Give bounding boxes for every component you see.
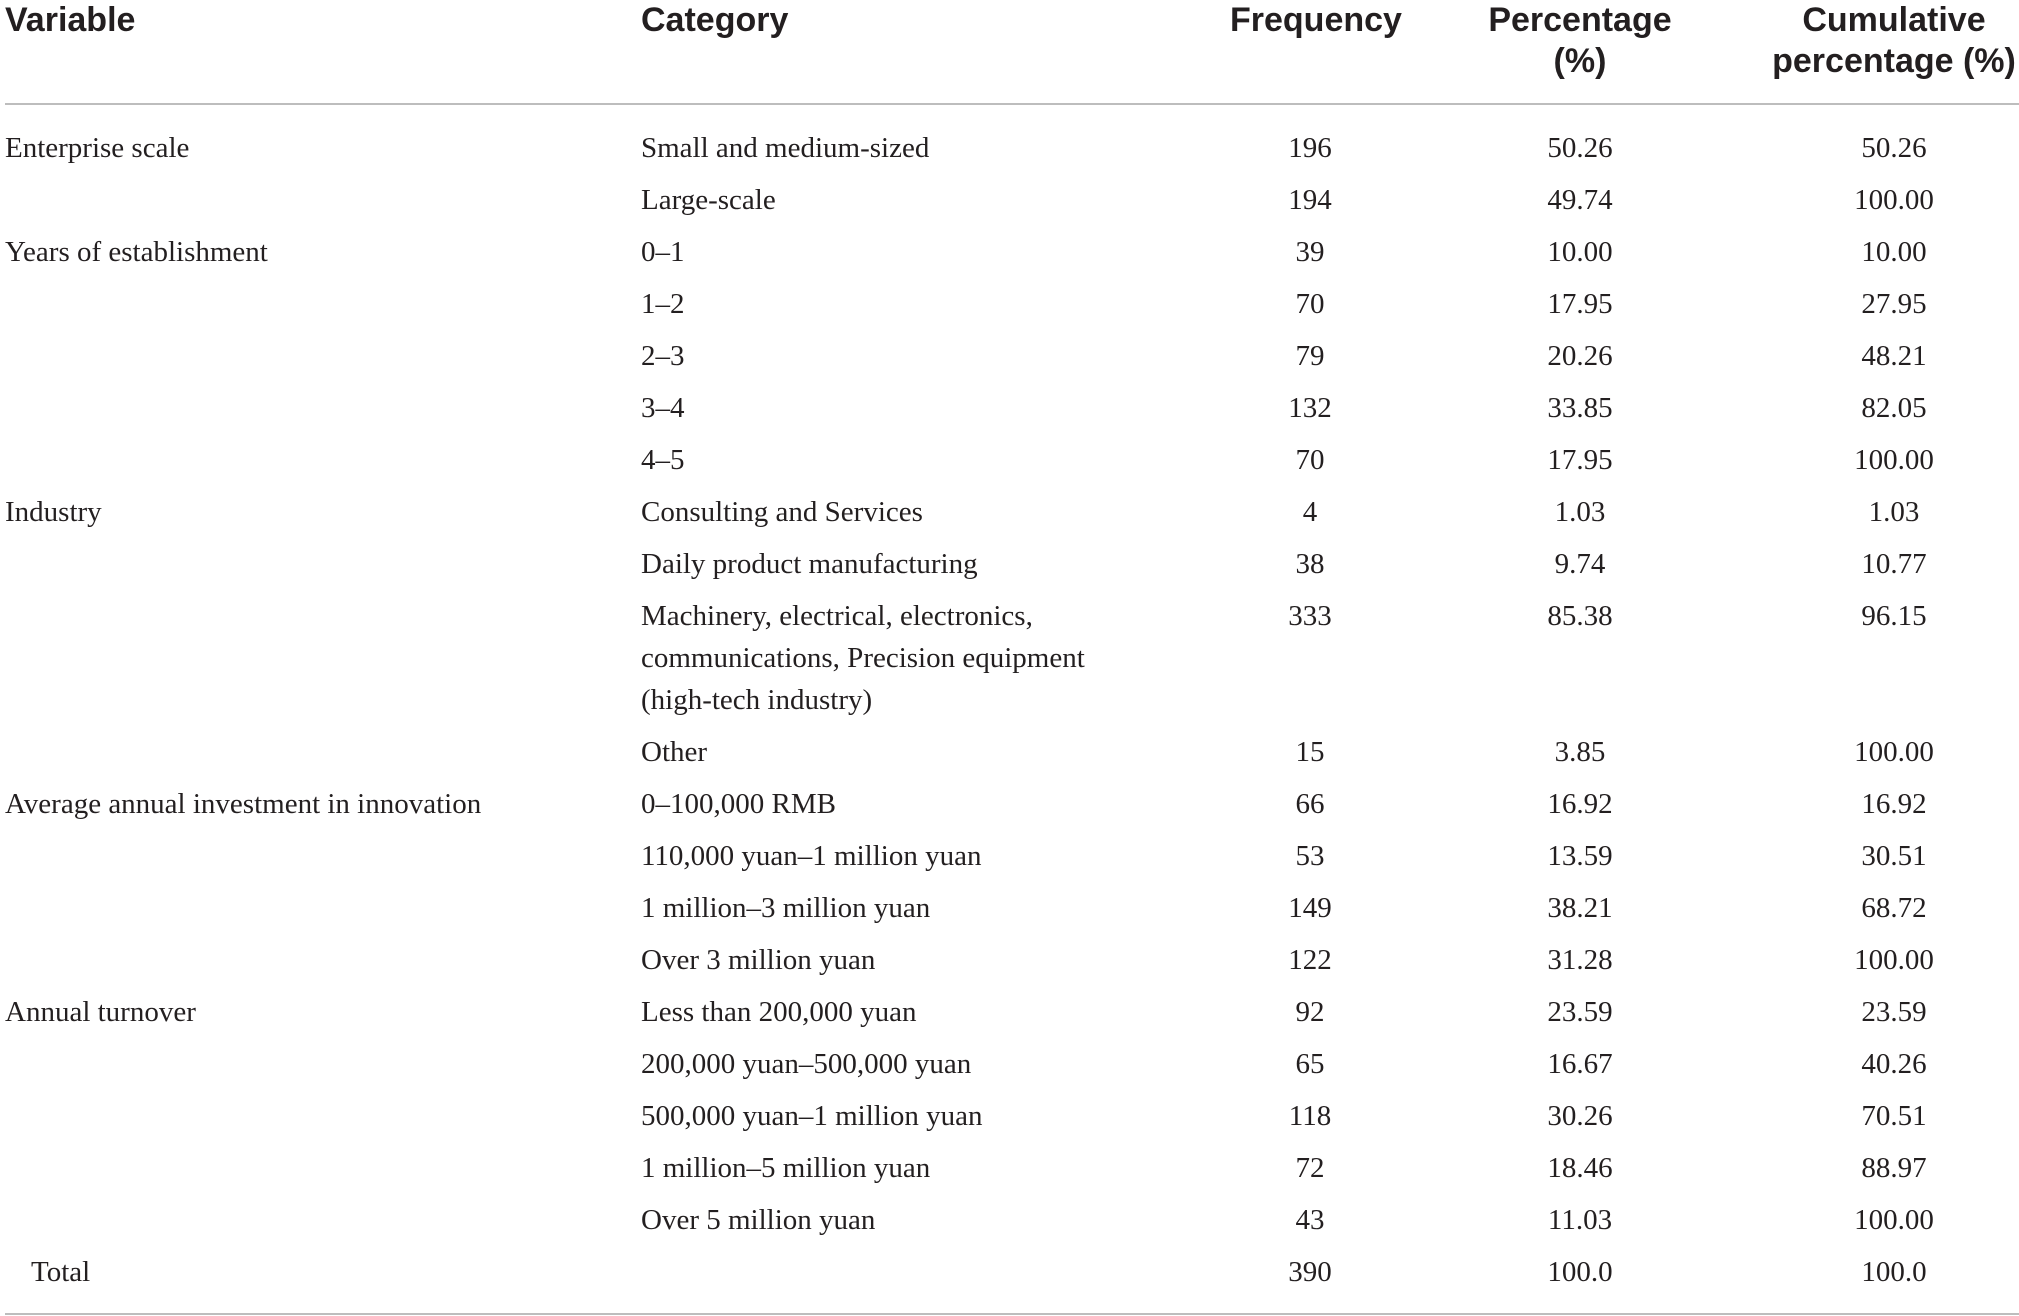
- frequency-cell: 15: [1295, 736, 1325, 768]
- category-cell: 1 million–5 million yuan: [641, 1152, 931, 1184]
- percentage-cell: 3.85: [1554, 736, 1606, 768]
- cumulative-cell: 96.15: [1861, 600, 1927, 632]
- frequency-cell: 390: [1288, 1256, 1332, 1288]
- frequency-cell: 66: [1295, 788, 1325, 820]
- cumulative-cell: 30.51: [1861, 840, 1927, 872]
- frequency-cell: 333: [1288, 600, 1332, 632]
- cumulative-cell: 40.26: [1861, 1048, 1927, 1080]
- bottom-rule: [5, 1313, 2019, 1315]
- percentage-cell: 13.59: [1547, 840, 1613, 872]
- frequency-cell: 118: [1288, 1100, 1332, 1132]
- frequency-cell: 53: [1295, 840, 1325, 872]
- percentage-cell: 20.26: [1547, 340, 1613, 372]
- frequency-cell: 72: [1295, 1152, 1325, 1184]
- frequency-cell: 38: [1295, 548, 1325, 580]
- category-cell: Daily product manufacturing: [641, 548, 978, 580]
- cumulative-cell: 70.51: [1861, 1100, 1927, 1132]
- header-cumulative: [1760, 0, 2019, 82]
- category-cell: Consulting and Services: [641, 496, 923, 528]
- cumulative-cell: 100.00: [1854, 184, 1934, 216]
- frequency-cell: 194: [1288, 184, 1332, 216]
- cumulative-cell: 100.00: [1854, 736, 1934, 768]
- percentage-cell: 100.0: [1547, 1256, 1613, 1288]
- cumulative-cell: 88.97: [1861, 1152, 1927, 1184]
- percentage-cell: 10.00: [1547, 236, 1613, 268]
- percentage-cell: 18.46: [1547, 1152, 1613, 1184]
- percentage-cell: 16.92: [1547, 788, 1613, 820]
- variable-cell: Years of establishment: [5, 236, 268, 268]
- frequency-cell: 196: [1288, 132, 1332, 164]
- category-cell: Large-scale: [641, 184, 776, 216]
- percentage-cell: 50.26: [1547, 132, 1613, 164]
- cumulative-cell: 16.92: [1861, 788, 1927, 820]
- category-cell: Small and medium-sized: [641, 132, 930, 164]
- cumulative-cell: 82.05: [1861, 392, 1927, 424]
- total-label: Total: [31, 1256, 91, 1288]
- frequency-cell: 70: [1295, 444, 1325, 476]
- header-category: Category: [641, 1, 789, 39]
- category-cell: 3–4: [641, 392, 685, 424]
- variable-cell: Annual turnover: [5, 996, 196, 1028]
- category-cell: 1 million–3 million yuan: [641, 892, 931, 924]
- category-cell: Over 3 million yuan: [641, 944, 876, 976]
- frequency-cell: 79: [1295, 340, 1325, 372]
- cumulative-cell: 48.21: [1861, 340, 1927, 372]
- category-cell: (high-tech industry): [641, 684, 873, 716]
- category-cell: 2–3: [641, 340, 685, 372]
- percentage-cell: 30.26: [1547, 1100, 1613, 1132]
- header-variable: Variable: [5, 1, 136, 39]
- frequency-cell: 65: [1295, 1048, 1325, 1080]
- cumulative-cell: 100.00: [1854, 944, 1934, 976]
- cumulative-cell: 23.59: [1861, 996, 1927, 1028]
- percentage-cell: 17.95: [1547, 288, 1613, 320]
- cumulative-cell: 10.00: [1861, 236, 1927, 268]
- cumulative-cell: 100.0: [1861, 1256, 1927, 1288]
- frequency-cell: 132: [1288, 392, 1332, 424]
- variable-cell: Average annual investment in innovation: [5, 788, 482, 820]
- header-rule: [5, 103, 2019, 105]
- header-frequency: Frequency: [1230, 1, 1402, 39]
- category-cell: 110,000 yuan–1 million yuan: [641, 840, 982, 872]
- percentage-cell: 1.03: [1554, 496, 1606, 528]
- frequency-cell: 39: [1295, 236, 1325, 268]
- category-cell: Over 5 million yuan: [641, 1204, 876, 1236]
- percentage-cell: 31.28: [1547, 944, 1613, 976]
- header-percentage-line1: Percentage: [1488, 1, 1672, 39]
- cumulative-cell: 27.95: [1861, 288, 1927, 320]
- cumulative-cell: 10.77: [1861, 548, 1927, 580]
- category-cell: Less than 200,000 yuan: [641, 996, 917, 1028]
- percentage-cell: 23.59: [1547, 996, 1613, 1028]
- cumulative-cell: 100.00: [1854, 444, 1934, 476]
- frequency-cell: 149: [1288, 892, 1332, 924]
- percentage-cell: 85.38: [1547, 600, 1613, 632]
- category-cell: 0–1: [641, 236, 685, 268]
- percentage-cell: 17.95: [1547, 444, 1613, 476]
- category-cell: Other: [641, 736, 708, 768]
- cumulative-cell: 68.72: [1861, 892, 1927, 924]
- percentage-cell: 9.74: [1554, 548, 1606, 580]
- percentage-cell: 38.21: [1547, 892, 1613, 924]
- category-cell: 200,000 yuan–500,000 yuan: [641, 1048, 972, 1080]
- frequency-cell: 43: [1295, 1204, 1325, 1236]
- percentage-cell: 49.74: [1547, 184, 1613, 216]
- variable-cell: Enterprise scale: [5, 132, 190, 164]
- header-cumulative-line2: percentage (%): [1772, 42, 2016, 80]
- category-cell: communications, Precision equipment: [641, 642, 1085, 674]
- category-cell: 500,000 yuan–1 million yuan: [641, 1100, 983, 1132]
- frequency-cell: 122: [1288, 944, 1332, 976]
- percentage-cell: 33.85: [1547, 392, 1613, 424]
- header-percentage: [1480, 0, 1680, 82]
- percentage-cell: 16.67: [1547, 1048, 1613, 1080]
- cumulative-cell: 1.03: [1868, 496, 1920, 528]
- variable-cell: Industry: [5, 496, 102, 528]
- category-cell: 0–100,000 RMB: [641, 788, 836, 820]
- frequency-cell: 70: [1295, 288, 1325, 320]
- header-cumulative-line1: Cumulative: [1802, 1, 1986, 39]
- percentage-cell: 11.03: [1547, 1204, 1613, 1236]
- cumulative-cell: 50.26: [1861, 132, 1927, 164]
- category-cell: 1–2: [641, 288, 685, 320]
- frequency-cell: 4: [1302, 496, 1318, 528]
- category-cell: Machinery, electrical, electronics,: [641, 600, 1033, 632]
- category-cell: 4–5: [641, 444, 685, 476]
- frequency-cell: 92: [1295, 996, 1325, 1028]
- cumulative-cell: 100.00: [1854, 1204, 1934, 1236]
- header-percentage-line2: (%): [1553, 42, 1607, 80]
